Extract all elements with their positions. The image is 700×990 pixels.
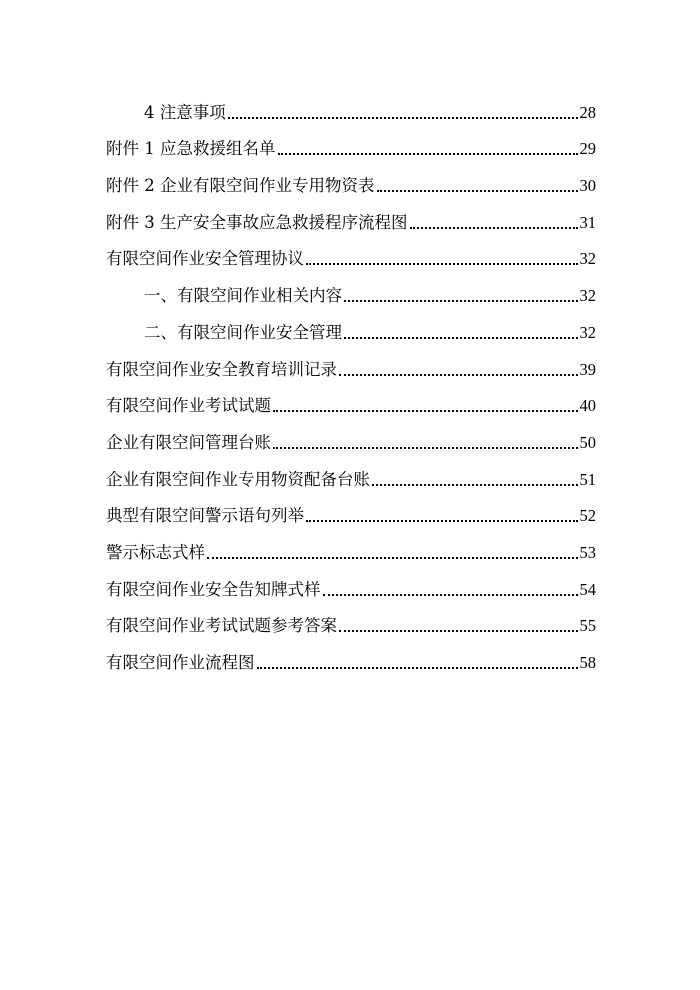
toc-entry-page: 30 xyxy=(579,176,596,196)
toc-entry-page: 40 xyxy=(579,396,596,416)
toc-entry[interactable] xyxy=(106,343,596,380)
toc-entry[interactable] xyxy=(106,159,596,196)
toc-entry-title: 一、有限空间作业相关内容 xyxy=(144,286,342,306)
toc-entry[interactable] xyxy=(106,123,596,160)
toc-entry-title: 附件 2 企业有限空间作业专用物资表 xyxy=(106,176,375,196)
toc-leader-dots xyxy=(344,329,578,339)
toc-leader-dots xyxy=(207,549,578,559)
toc-leader-dots xyxy=(339,622,578,632)
toc-leader-dots xyxy=(323,586,578,596)
toc-entry[interactable] xyxy=(106,233,596,270)
toc-entry-title: 附件 3 生产安全事故应急救援程序流程图 xyxy=(106,212,408,232)
table-of-contents xyxy=(106,86,596,673)
toc-leader-dots xyxy=(410,219,578,229)
toc-entry[interactable] xyxy=(106,196,596,233)
toc-entry-title: 企业有限空间管理台账 xyxy=(106,432,271,452)
toc-leader-dots xyxy=(339,366,578,376)
toc-entry-page: 55 xyxy=(579,616,596,636)
toc-entry-title: 典型有限空间警示语句列举 xyxy=(106,506,304,526)
toc-leader-dots xyxy=(278,145,578,155)
toc-leader-dots xyxy=(344,292,578,302)
toc-leader-dots xyxy=(306,255,578,265)
toc-entry-page: 32 xyxy=(579,286,596,306)
toc-leader-dots xyxy=(273,402,578,412)
toc-entry-page: 29 xyxy=(579,139,596,159)
toc-entry-page: 39 xyxy=(579,359,596,379)
toc-entry-title: 附件 1 应急救援组名单 xyxy=(106,139,276,159)
toc-entry-title: 有限空间作业考试试题参考答案 xyxy=(106,616,337,636)
toc-entry-page: 28 xyxy=(579,102,596,122)
toc-entry-page: 50 xyxy=(579,432,596,452)
toc-leader-dots xyxy=(372,476,578,486)
toc-leader-dots xyxy=(306,512,578,522)
toc-entry-title: 有限空间作业安全管理协议 xyxy=(106,249,304,269)
toc-entry-title: 有限空间作业安全教育培训记录 xyxy=(106,359,337,379)
toc-entry[interactable] xyxy=(106,86,596,123)
toc-leader-dots xyxy=(228,109,578,119)
toc-leader-dots xyxy=(377,182,578,192)
toc-entry-page: 53 xyxy=(579,542,596,562)
toc-entry-page: 51 xyxy=(579,469,596,489)
toc-entry[interactable] xyxy=(106,600,596,637)
toc-entry-page: 32 xyxy=(579,249,596,269)
toc-entry-title: 有限空间作业流程图 xyxy=(106,653,255,672)
toc-entry[interactable] xyxy=(106,563,596,600)
toc-entry-page: 58 xyxy=(579,653,596,672)
toc-entry[interactable] xyxy=(106,490,596,527)
toc-leader-dots xyxy=(273,439,578,449)
toc-entry[interactable] xyxy=(106,269,596,306)
toc-entry[interactable] xyxy=(106,453,596,490)
toc-entry-title: 二、有限空间作业安全管理 xyxy=(144,322,342,342)
toc-entry-title: 4 注意事项 xyxy=(144,102,226,122)
toc-entry[interactable] xyxy=(106,526,596,563)
toc-entry-page: 52 xyxy=(579,506,596,526)
toc-entry[interactable] xyxy=(106,380,596,417)
toc-entry-title: 企业有限空间作业专用物资配备台账 xyxy=(106,469,370,489)
toc-entry-page: 54 xyxy=(579,579,596,599)
toc-entry-title: 警示标志式样 xyxy=(106,542,205,562)
toc-entry-title: 有限空间作业安全告知牌式样 xyxy=(106,579,321,599)
toc-entry-title: 有限空间作业考试试题 xyxy=(106,396,271,416)
toc-entry[interactable] xyxy=(106,306,596,343)
toc-leader-dots xyxy=(257,659,578,669)
toc-entry-page: 31 xyxy=(579,212,596,232)
toc-entry[interactable] xyxy=(106,636,596,673)
toc-entry-page: 32 xyxy=(579,322,596,342)
toc-entry[interactable] xyxy=(106,416,596,453)
